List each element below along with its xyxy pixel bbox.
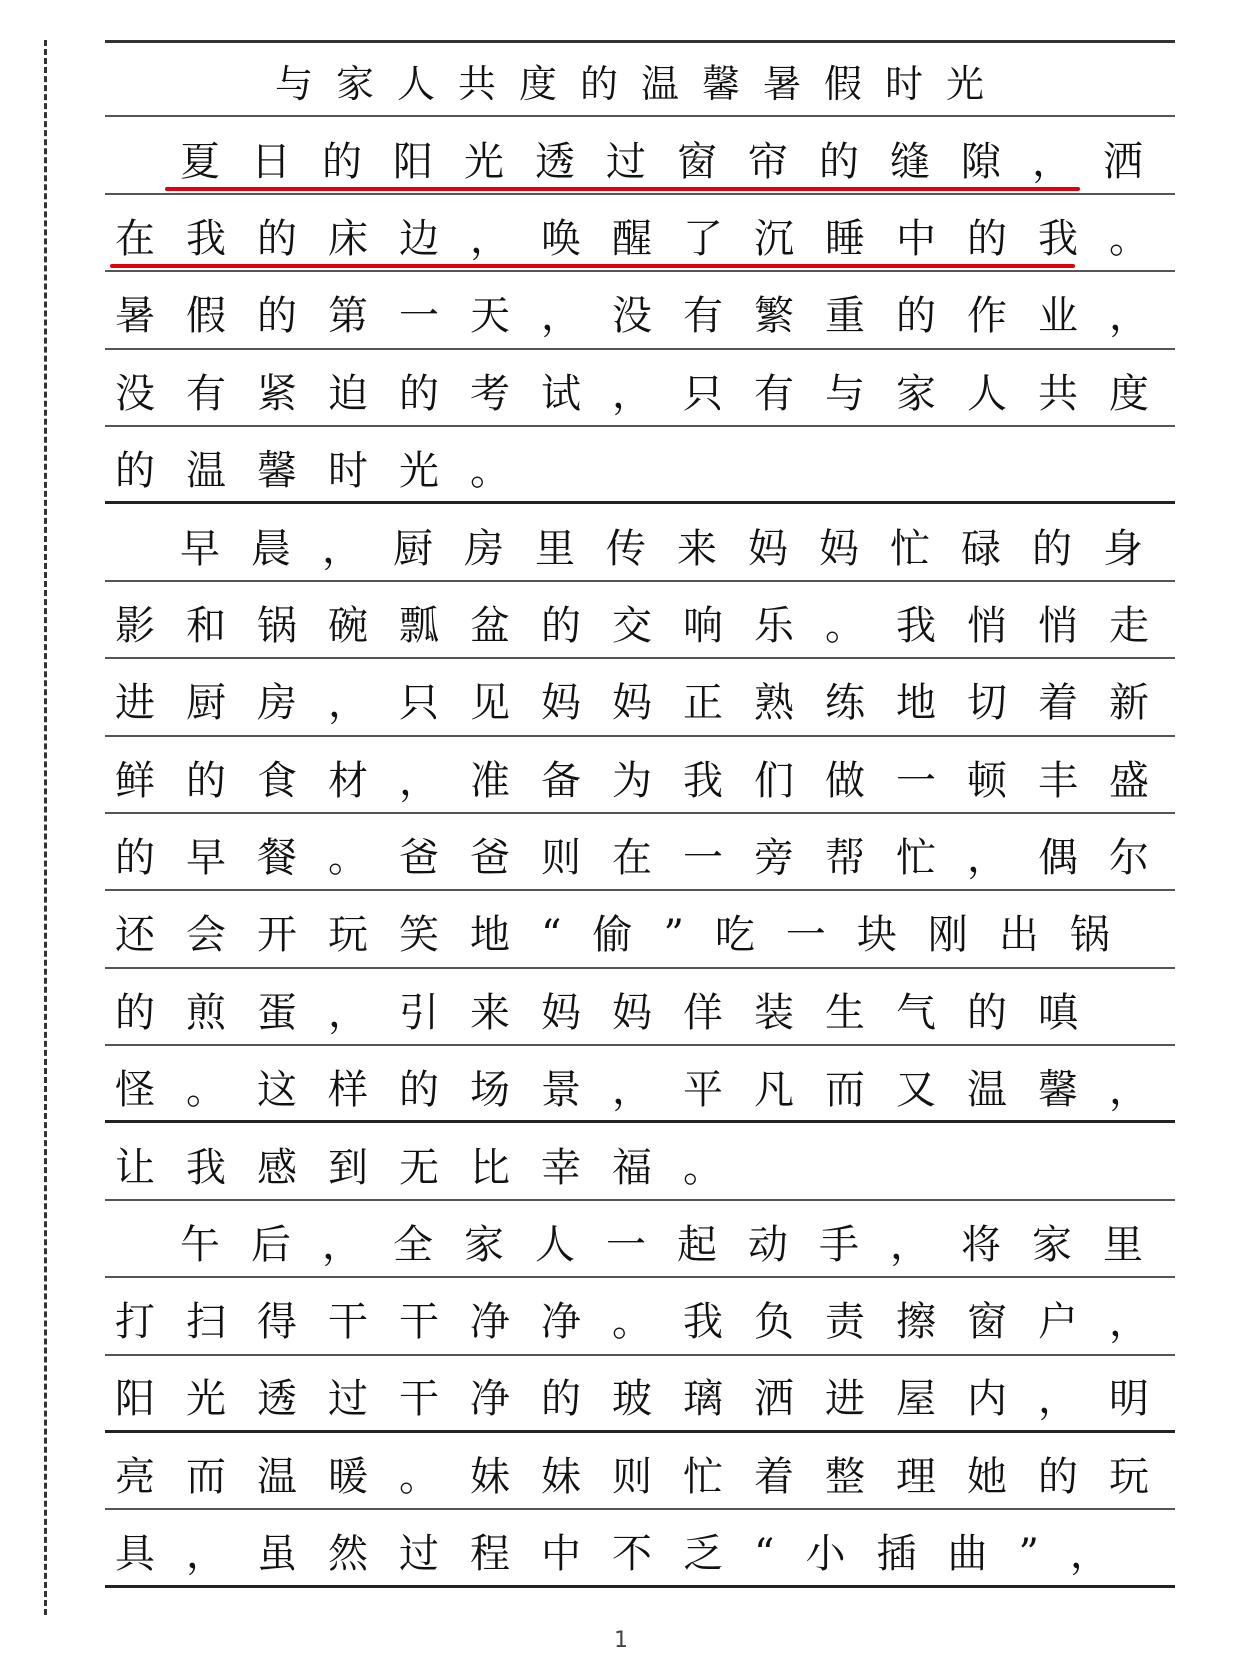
text-line-12 xyxy=(105,969,1175,1046)
line-text: 具，虽然过程中不乏“小插曲”， xyxy=(115,1531,1141,1578)
line-text: 午后，全家人一起动手，将家里 xyxy=(180,1222,1174,1269)
line-text: 的温馨时光。 xyxy=(115,447,541,494)
text-line-2 xyxy=(105,195,1180,272)
line-text: 没有紧迫的考试，只有与家人共度 xyxy=(115,370,1180,417)
text-line-4 xyxy=(105,350,1180,427)
margin-dashed-rule xyxy=(44,40,47,1615)
text-line-16 xyxy=(105,1278,1180,1355)
line-text: 影和锅碗瓢盆的交响乐。我悄悄走 xyxy=(115,602,1180,649)
text-line-10 xyxy=(105,814,1180,891)
text-line-19 xyxy=(105,1510,1175,1587)
text-line-1 xyxy=(105,117,1175,194)
text-line-15 xyxy=(105,1201,1175,1278)
text-line-7 xyxy=(105,582,1180,659)
line-text: 进厨房，只见妈妈正熟练地切着新 xyxy=(115,680,1180,727)
text-line-18 xyxy=(105,1433,1180,1510)
line-text: 让我感到无比幸福。 xyxy=(115,1144,754,1191)
line-text: 早晨，厨房里传来妈妈忙碌的身 xyxy=(180,525,1174,572)
line-text: 鲜的食材，准备为我们做一顿丰盛 xyxy=(115,757,1180,804)
text-line-17 xyxy=(105,1356,1180,1433)
highlight-underline-2 xyxy=(110,264,1075,268)
line-text: 暑假的第一天，没有繁重的作业， xyxy=(115,293,1180,340)
line-text: 怪。这样的场景，平凡而又温馨， xyxy=(115,1066,1180,1113)
line-text: 亮而温暖。妹妹则忙着整理她的玩 xyxy=(115,1454,1180,1501)
line-text: 打扫得干干净净。我负责擦窗户， xyxy=(115,1299,1180,1346)
text-line-11 xyxy=(105,891,1175,968)
text-line-14 xyxy=(105,1123,1175,1200)
line-text: 夏日的阳光透过窗帘的缝隙，洒 xyxy=(180,138,1174,185)
line-text: 阳光透过干净的玻璃洒进屋内，明 xyxy=(115,1376,1180,1423)
text-line-3 xyxy=(105,272,1180,349)
line-text: 的煎蛋，引来妈妈佯装生气的嗔 xyxy=(115,989,1109,1036)
text-line-9 xyxy=(105,737,1180,814)
line-text: 还会开玩笑地“偷”吃一块刚出锅 xyxy=(115,912,1141,959)
line-text: 在我的床边，唤醒了沉睡中的我。 xyxy=(115,215,1180,262)
essay-title: 与家人共度的温馨暑假时光 xyxy=(105,40,1175,117)
text-line-6 xyxy=(105,504,1175,581)
page-number: 1 xyxy=(614,1628,628,1653)
text-line-5 xyxy=(105,427,1175,504)
text-line-13 xyxy=(105,1046,1180,1123)
lined-paper xyxy=(105,40,1180,1588)
line-text: 的早餐。爸爸则在一旁帮忙，偶尔 xyxy=(115,835,1180,882)
highlight-underline-1 xyxy=(165,187,1080,191)
text-line-8 xyxy=(105,659,1180,736)
